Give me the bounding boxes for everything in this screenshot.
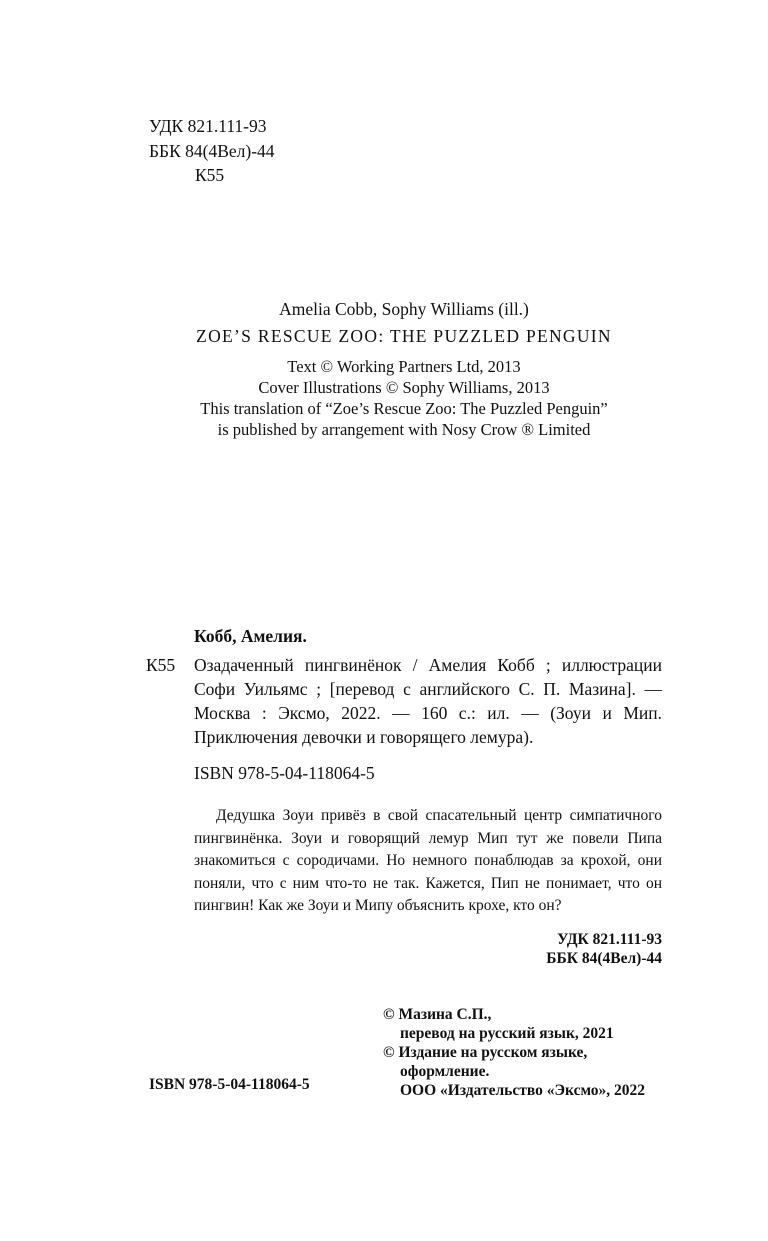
translation-note: перевод на русский язык, 2021: [400, 1025, 614, 1042]
card-author: Кобб, Амелия.: [194, 626, 307, 646]
card-annotation: Дедушка Зоуи привёз в свой спасательный центр симпатичного пингвинёнка. Зоуи и говорящий лемур Мип тут же повели Пипа знакомиться с сородичами. Но немного понаблюдав за крохой, они поняли, что с ним что-то не так. Кажется, Пип не понимает, что он пингвин! Как же Зоуи и Мипу объяснить крохе, кто он?: [194, 807, 662, 914]
rights-statement: [0, 356, 768, 440]
original-authors: Amelia Cobb, Sophy Williams (ill.): [279, 299, 529, 319]
bbk-code: ББК 84(4Вел)-44: [149, 140, 275, 161]
card-author-mark: К55: [146, 655, 176, 675]
publisher-line: ООО «Издательство «Эксмо», 2022: [400, 1082, 646, 1099]
translation-holder: © Мазина С.П.,: [383, 1006, 492, 1023]
catalog-card: [146, 624, 662, 968]
card-codes: [146, 930, 662, 968]
original-title: ZOE’S RESCUE ZOO: THE PUZZLED PENGUIN: [196, 326, 612, 346]
author-mark: К55: [195, 165, 225, 185]
rights-line: Text © Working Partners Ltd, 2013: [287, 357, 521, 376]
card-entry: [146, 653, 662, 749]
credits-block: [0, 297, 768, 440]
card-isbn: ISBN 978-5-04-118064-5: [194, 763, 375, 783]
edition-design: оформление.: [400, 1063, 490, 1080]
copyright-block: [383, 1005, 663, 1100]
bottom-isbn: ISBN 978-5-04-118064-5: [149, 1076, 310, 1093]
card-entry-text: Озадаченный пингвинёнок / Амелия Кобб ; иллюстрации Софи Уильямс ; [перевод с английского С. П. Мазина]. — Москва : Эксмо, 2022. — 160 с.: ил. — (Зоуи и Мип. Приключения девочки и говорящего лемура).: [194, 655, 662, 747]
udk-code: УДК 821.111-93: [149, 116, 267, 136]
classification-block: [149, 114, 275, 188]
card-bbk: ББК 84(4Вел)-44: [546, 949, 662, 967]
rights-line: is published by arrangement with Nosy Crow ® Limited: [217, 420, 591, 439]
rights-line: Cover Illustrations © Sophy Williams, 2013: [258, 378, 550, 397]
card-udk: УДК 821.111-93: [557, 930, 662, 948]
rights-line: This translation of “Zoe’s Rescue Zoo: The Puzzled Penguin”: [200, 399, 608, 418]
edition-holder: © Издание на русском языке,: [383, 1044, 588, 1061]
